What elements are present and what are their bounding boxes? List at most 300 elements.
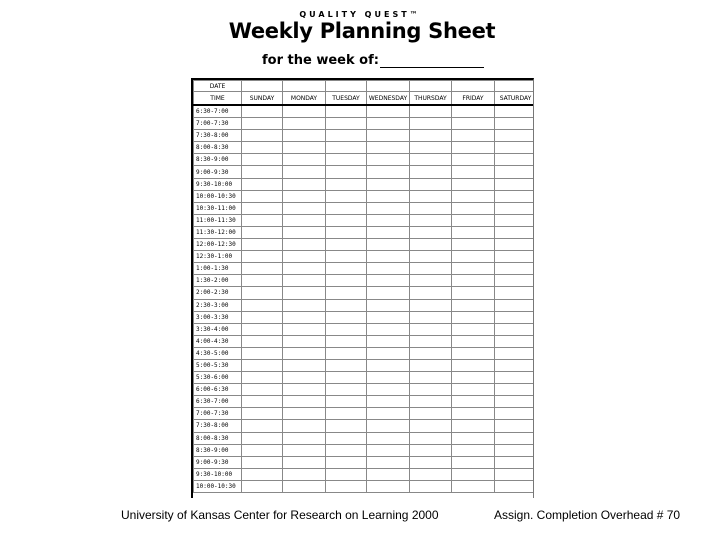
- day-header-wednesday: WEDNESDAY: [367, 92, 410, 106]
- schedule-cell: [495, 468, 535, 480]
- schedule-cell: [242, 456, 283, 468]
- time-slot-row: [194, 408, 535, 420]
- schedule-cell: [242, 480, 283, 492]
- schedule-cell: [410, 275, 452, 287]
- date-cell: [326, 81, 367, 92]
- schedule-cell: [283, 299, 326, 311]
- schedule-cell: [326, 480, 367, 492]
- time-slot-label: 7:00-7:30: [194, 408, 242, 420]
- time-slot-label: 11:00-11:30: [194, 214, 242, 226]
- schedule-cell: [283, 105, 326, 118]
- schedule-cell: [410, 118, 452, 130]
- schedule-cell: [242, 408, 283, 420]
- schedule-cell: [495, 408, 535, 420]
- schedule-cell: [283, 408, 326, 420]
- schedule-cell: [326, 432, 367, 444]
- schedule-cell: [326, 202, 367, 214]
- time-slot-label: 12:30-1:00: [194, 251, 242, 263]
- schedule-cell: [452, 311, 495, 323]
- time-slot-label: 6:30-7:00: [194, 396, 242, 408]
- schedule-cell: [495, 263, 535, 275]
- schedule-cell: [367, 396, 410, 408]
- schedule-cell: [283, 130, 326, 142]
- schedule-cell: [367, 444, 410, 456]
- schedule-cell: [283, 480, 326, 492]
- schedule-cell: [283, 202, 326, 214]
- time-slot-label: 9:30-10:00: [194, 468, 242, 480]
- schedule-cell: [242, 420, 283, 432]
- schedule-cell: [410, 480, 452, 492]
- schedule-cell: [410, 468, 452, 480]
- time-slot-label: 8:30-9:00: [194, 154, 242, 166]
- planning-sheet: [191, 78, 534, 498]
- schedule-cell: [367, 190, 410, 202]
- date-cell: [410, 81, 452, 92]
- schedule-cell: [242, 335, 283, 347]
- schedule-cell: [410, 202, 452, 214]
- schedule-cell: [242, 214, 283, 226]
- time-slot-label: 8:00-8:30: [194, 142, 242, 154]
- time-slot-label: 7:30-8:00: [194, 420, 242, 432]
- schedule-cell: [326, 239, 367, 251]
- date-cell: [283, 81, 326, 92]
- schedule-cell: [452, 154, 495, 166]
- schedule-cell: [283, 420, 326, 432]
- time-slot-label: 2:00-2:30: [194, 287, 242, 299]
- schedule-cell: [326, 396, 367, 408]
- schedule-cell: [367, 178, 410, 190]
- schedule-cell: [326, 190, 367, 202]
- schedule-cell: [283, 335, 326, 347]
- time-slot-row: [194, 396, 535, 408]
- schedule-cell: [326, 372, 367, 384]
- schedule-cell: [283, 456, 326, 468]
- time-slot-row: [194, 154, 535, 166]
- schedule-cell: [452, 118, 495, 130]
- schedule-cell: [326, 214, 367, 226]
- schedule-cell: [410, 456, 452, 468]
- schedule-cell: [283, 359, 326, 371]
- schedule-cell: [410, 190, 452, 202]
- schedule-cell: [495, 335, 535, 347]
- time-slot-row: [194, 178, 535, 190]
- time-slot-row: [194, 287, 535, 299]
- schedule-cell: [367, 154, 410, 166]
- schedule-cell: [410, 251, 452, 263]
- schedule-cell: [452, 335, 495, 347]
- schedule-cell: [367, 408, 410, 420]
- schedule-cell: [495, 323, 535, 335]
- date-cell: [367, 81, 410, 92]
- schedule-cell: [283, 396, 326, 408]
- schedule-cell: [495, 214, 535, 226]
- week-of-label: for the week of:: [262, 53, 379, 68]
- schedule-cell: [452, 347, 495, 359]
- time-slot-row: [194, 420, 535, 432]
- schedule-cell: [283, 432, 326, 444]
- schedule-cell: [410, 444, 452, 456]
- schedule-cell: [242, 263, 283, 275]
- time-slot-row: [194, 251, 535, 263]
- schedule-cell: [367, 347, 410, 359]
- schedule-cell: [495, 226, 535, 238]
- schedule-cell: [367, 311, 410, 323]
- schedule-cell: [495, 444, 535, 456]
- footer-credit: University of Kansas Center for Research on Learning 2000: [121, 508, 439, 522]
- schedule-cell: [283, 154, 326, 166]
- schedule-cell: [242, 396, 283, 408]
- time-slot-label: 7:30-8:00: [194, 130, 242, 142]
- schedule-cell: [495, 384, 535, 396]
- time-slot-label: 10:30-11:00: [194, 202, 242, 214]
- schedule-cell: [242, 226, 283, 238]
- schedule-cell: [410, 384, 452, 396]
- schedule-cell: [326, 142, 367, 154]
- schedule-cell: [495, 396, 535, 408]
- schedule-cell: [326, 420, 367, 432]
- time-slot-label: 8:30-9:00: [194, 444, 242, 456]
- time-slot-row: [194, 299, 535, 311]
- day-header-tuesday: TUESDAY: [326, 92, 367, 106]
- schedule-cell: [242, 251, 283, 263]
- schedule-cell: [283, 178, 326, 190]
- schedule-cell: [242, 118, 283, 130]
- schedule-cell: [242, 275, 283, 287]
- time-slot-row: [194, 311, 535, 323]
- schedule-cell: [326, 251, 367, 263]
- schedule-cell: [367, 214, 410, 226]
- schedule-cell: [283, 468, 326, 480]
- date-cell: [242, 81, 283, 92]
- schedule-cell: [283, 347, 326, 359]
- schedule-cell: [452, 105, 495, 118]
- schedule-cell: [242, 105, 283, 118]
- brand-label: QUALITY QUEST™: [299, 10, 421, 19]
- schedule-cell: [242, 202, 283, 214]
- schedule-cell: [326, 299, 367, 311]
- day-header-thursday: THURSDAY: [410, 92, 452, 106]
- schedule-cell: [452, 444, 495, 456]
- schedule-cell: [367, 251, 410, 263]
- schedule-cell: [242, 130, 283, 142]
- time-slot-label: 11:30-12:00: [194, 226, 242, 238]
- schedule-cell: [452, 408, 495, 420]
- schedule-cell: [326, 359, 367, 371]
- schedule-cell: [283, 214, 326, 226]
- schedule-cell: [452, 190, 495, 202]
- schedule-cell: [495, 432, 535, 444]
- schedule-cell: [283, 311, 326, 323]
- schedule-cell: [326, 166, 367, 178]
- time-slot-row: [194, 142, 535, 154]
- time-slot-label: 1:30-2:00: [194, 275, 242, 287]
- schedule-cell: [495, 118, 535, 130]
- schedule-cell: [495, 480, 535, 492]
- schedule-cell: [410, 142, 452, 154]
- schedule-cell: [326, 335, 367, 347]
- schedule-cell: [242, 311, 283, 323]
- schedule-cell: [283, 166, 326, 178]
- time-slot-row: [194, 130, 535, 142]
- schedule-cell: [495, 372, 535, 384]
- time-slot-label: 5:30-6:00: [194, 372, 242, 384]
- time-slot-row: [194, 480, 535, 492]
- schedule-cell: [410, 263, 452, 275]
- time-slot-row: [194, 214, 535, 226]
- schedule-cell: [326, 408, 367, 420]
- schedule-cell: [410, 239, 452, 251]
- schedule-cell: [495, 275, 535, 287]
- schedule-cell: [242, 432, 283, 444]
- time-slot-row: [194, 468, 535, 480]
- schedule-cell: [242, 299, 283, 311]
- day-header-friday: FRIDAY: [452, 92, 495, 106]
- week-of-line: [262, 53, 484, 68]
- schedule-cell: [283, 226, 326, 238]
- schedule-cell: [495, 251, 535, 263]
- time-slot-row: [194, 335, 535, 347]
- schedule-cell: [495, 287, 535, 299]
- date-cell: [452, 81, 495, 92]
- time-slot-row: [194, 190, 535, 202]
- schedule-cell: [326, 384, 367, 396]
- schedule-cell: [283, 444, 326, 456]
- schedule-cell: [242, 372, 283, 384]
- time-slot-label: 3:00-3:30: [194, 311, 242, 323]
- schedule-cell: [242, 323, 283, 335]
- header-row-date: [194, 81, 535, 92]
- schedule-cell: [452, 323, 495, 335]
- schedule-cell: [410, 420, 452, 432]
- schedule-cell: [452, 142, 495, 154]
- schedule-cell: [242, 359, 283, 371]
- page-title: Weekly Planning Sheet: [228, 19, 496, 43]
- date-header: DATE: [194, 81, 242, 92]
- day-header-monday: MONDAY: [283, 92, 326, 106]
- schedule-cell: [410, 432, 452, 444]
- schedule-cell: [283, 372, 326, 384]
- schedule-cell: [452, 214, 495, 226]
- schedule-cell: [495, 456, 535, 468]
- schedule-cell: [495, 202, 535, 214]
- schedule-cell: [410, 323, 452, 335]
- schedule-cell: [495, 178, 535, 190]
- schedule-cell: [242, 347, 283, 359]
- time-slot-row: [194, 384, 535, 396]
- schedule-cell: [326, 154, 367, 166]
- schedule-cell: [410, 105, 452, 118]
- time-slot-label: 1:00-1:30: [194, 263, 242, 275]
- schedule-cell: [326, 323, 367, 335]
- schedule-cell: [283, 142, 326, 154]
- schedule-cell: [242, 239, 283, 251]
- schedule-cell: [410, 359, 452, 371]
- schedule-cell: [367, 323, 410, 335]
- schedule-cell: [452, 372, 495, 384]
- schedule-cell: [410, 154, 452, 166]
- schedule-cell: [367, 118, 410, 130]
- schedule-cell: [495, 105, 535, 118]
- time-slot-row: [194, 456, 535, 468]
- schedule-cell: [326, 263, 367, 275]
- planning-grid: [193, 80, 534, 493]
- schedule-cell: [410, 214, 452, 226]
- schedule-cell: [452, 359, 495, 371]
- schedule-cell: [367, 384, 410, 396]
- schedule-cell: [410, 311, 452, 323]
- schedule-cell: [452, 178, 495, 190]
- time-slot-row: [194, 226, 535, 238]
- schedule-cell: [410, 178, 452, 190]
- time-slot-row: [194, 202, 535, 214]
- schedule-cell: [452, 456, 495, 468]
- schedule-cell: [495, 190, 535, 202]
- schedule-cell: [283, 190, 326, 202]
- schedule-cell: [283, 323, 326, 335]
- schedule-cell: [410, 408, 452, 420]
- schedule-cell: [367, 226, 410, 238]
- schedule-cell: [242, 190, 283, 202]
- schedule-cell: [410, 130, 452, 142]
- schedule-cell: [283, 287, 326, 299]
- schedule-cell: [283, 118, 326, 130]
- schedule-cell: [242, 287, 283, 299]
- day-header-saturday: SATURDAY: [495, 92, 535, 106]
- date-cell: [495, 81, 535, 92]
- schedule-cell: [495, 420, 535, 432]
- time-slot-row: [194, 166, 535, 178]
- schedule-cell: [410, 335, 452, 347]
- schedule-cell: [410, 396, 452, 408]
- schedule-cell: [495, 347, 535, 359]
- schedule-cell: [367, 335, 410, 347]
- schedule-cell: [452, 239, 495, 251]
- schedule-cell: [367, 420, 410, 432]
- schedule-cell: [367, 263, 410, 275]
- time-slot-label: 9:00-9:30: [194, 166, 242, 178]
- schedule-cell: [410, 299, 452, 311]
- schedule-cell: [410, 226, 452, 238]
- schedule-cell: [410, 166, 452, 178]
- schedule-cell: [452, 275, 495, 287]
- schedule-cell: [367, 130, 410, 142]
- schedule-cell: [367, 456, 410, 468]
- schedule-cell: [367, 468, 410, 480]
- schedule-cell: [495, 154, 535, 166]
- schedule-cell: [452, 130, 495, 142]
- schedule-cell: [452, 432, 495, 444]
- schedule-cell: [410, 347, 452, 359]
- time-slot-label: 10:00-10:30: [194, 190, 242, 202]
- footer-overhead-number: Assign. Completion Overhead # 70: [494, 508, 681, 522]
- schedule-cell: [367, 142, 410, 154]
- schedule-cell: [242, 444, 283, 456]
- schedule-cell: [367, 202, 410, 214]
- schedule-cell: [242, 178, 283, 190]
- schedule-cell: [367, 432, 410, 444]
- time-slot-label: 3:30-4:00: [194, 323, 242, 335]
- time-slot-label: 4:30-5:00: [194, 347, 242, 359]
- schedule-cell: [452, 166, 495, 178]
- schedule-cell: [326, 118, 367, 130]
- schedule-cell: [495, 166, 535, 178]
- schedule-cell: [242, 142, 283, 154]
- time-slot-label: 7:00-7:30: [194, 118, 242, 130]
- schedule-cell: [283, 384, 326, 396]
- schedule-cell: [283, 275, 326, 287]
- week-of-blank: [380, 55, 484, 68]
- time-slot-label: 2:30-3:00: [194, 299, 242, 311]
- time-slot-row: [194, 432, 535, 444]
- day-header-sunday: SUNDAY: [242, 92, 283, 106]
- schedule-cell: [367, 239, 410, 251]
- schedule-cell: [367, 480, 410, 492]
- schedule-cell: [410, 372, 452, 384]
- schedule-cell: [452, 384, 495, 396]
- schedule-cell: [326, 444, 367, 456]
- time-slot-row: [194, 372, 535, 384]
- schedule-cell: [326, 178, 367, 190]
- schedule-cell: [495, 239, 535, 251]
- schedule-cell: [452, 263, 495, 275]
- schedule-cell: [326, 468, 367, 480]
- time-slot-row: [194, 347, 535, 359]
- schedule-cell: [242, 154, 283, 166]
- time-slot-label: 4:00-4:30: [194, 335, 242, 347]
- time-slot-label: 10:00-10:30: [194, 480, 242, 492]
- schedule-cell: [367, 299, 410, 311]
- time-header: TIME: [194, 92, 242, 106]
- schedule-cell: [326, 226, 367, 238]
- schedule-cell: [283, 251, 326, 263]
- schedule-cell: [367, 372, 410, 384]
- schedule-cell: [367, 105, 410, 118]
- schedule-cell: [495, 359, 535, 371]
- schedule-cell: [326, 130, 367, 142]
- schedule-cell: [452, 468, 495, 480]
- schedule-cell: [326, 456, 367, 468]
- time-slot-label: 5:00-5:30: [194, 359, 242, 371]
- schedule-cell: [326, 275, 367, 287]
- schedule-cell: [452, 299, 495, 311]
- schedule-cell: [452, 396, 495, 408]
- time-slot-row: [194, 275, 535, 287]
- schedule-cell: [495, 311, 535, 323]
- time-slot-label: 12:00-12:30: [194, 239, 242, 251]
- schedule-cell: [283, 239, 326, 251]
- time-slot-row: [194, 359, 535, 371]
- header-row-time: [194, 92, 535, 106]
- time-slot-label: 6:00-6:30: [194, 384, 242, 396]
- time-slot-row: [194, 323, 535, 335]
- time-slot-label: 9:00-9:30: [194, 456, 242, 468]
- schedule-cell: [283, 263, 326, 275]
- time-slot-row: [194, 105, 535, 118]
- schedule-cell: [367, 287, 410, 299]
- time-slot-row: [194, 263, 535, 275]
- schedule-cell: [326, 287, 367, 299]
- schedule-cell: [452, 480, 495, 492]
- schedule-cell: [495, 142, 535, 154]
- schedule-cell: [452, 287, 495, 299]
- schedule-cell: [326, 105, 367, 118]
- schedule-cell: [242, 468, 283, 480]
- schedule-cell: [326, 347, 367, 359]
- time-slot-row: [194, 239, 535, 251]
- schedule-cell: [452, 251, 495, 263]
- schedule-cell: [367, 359, 410, 371]
- schedule-cell: [495, 299, 535, 311]
